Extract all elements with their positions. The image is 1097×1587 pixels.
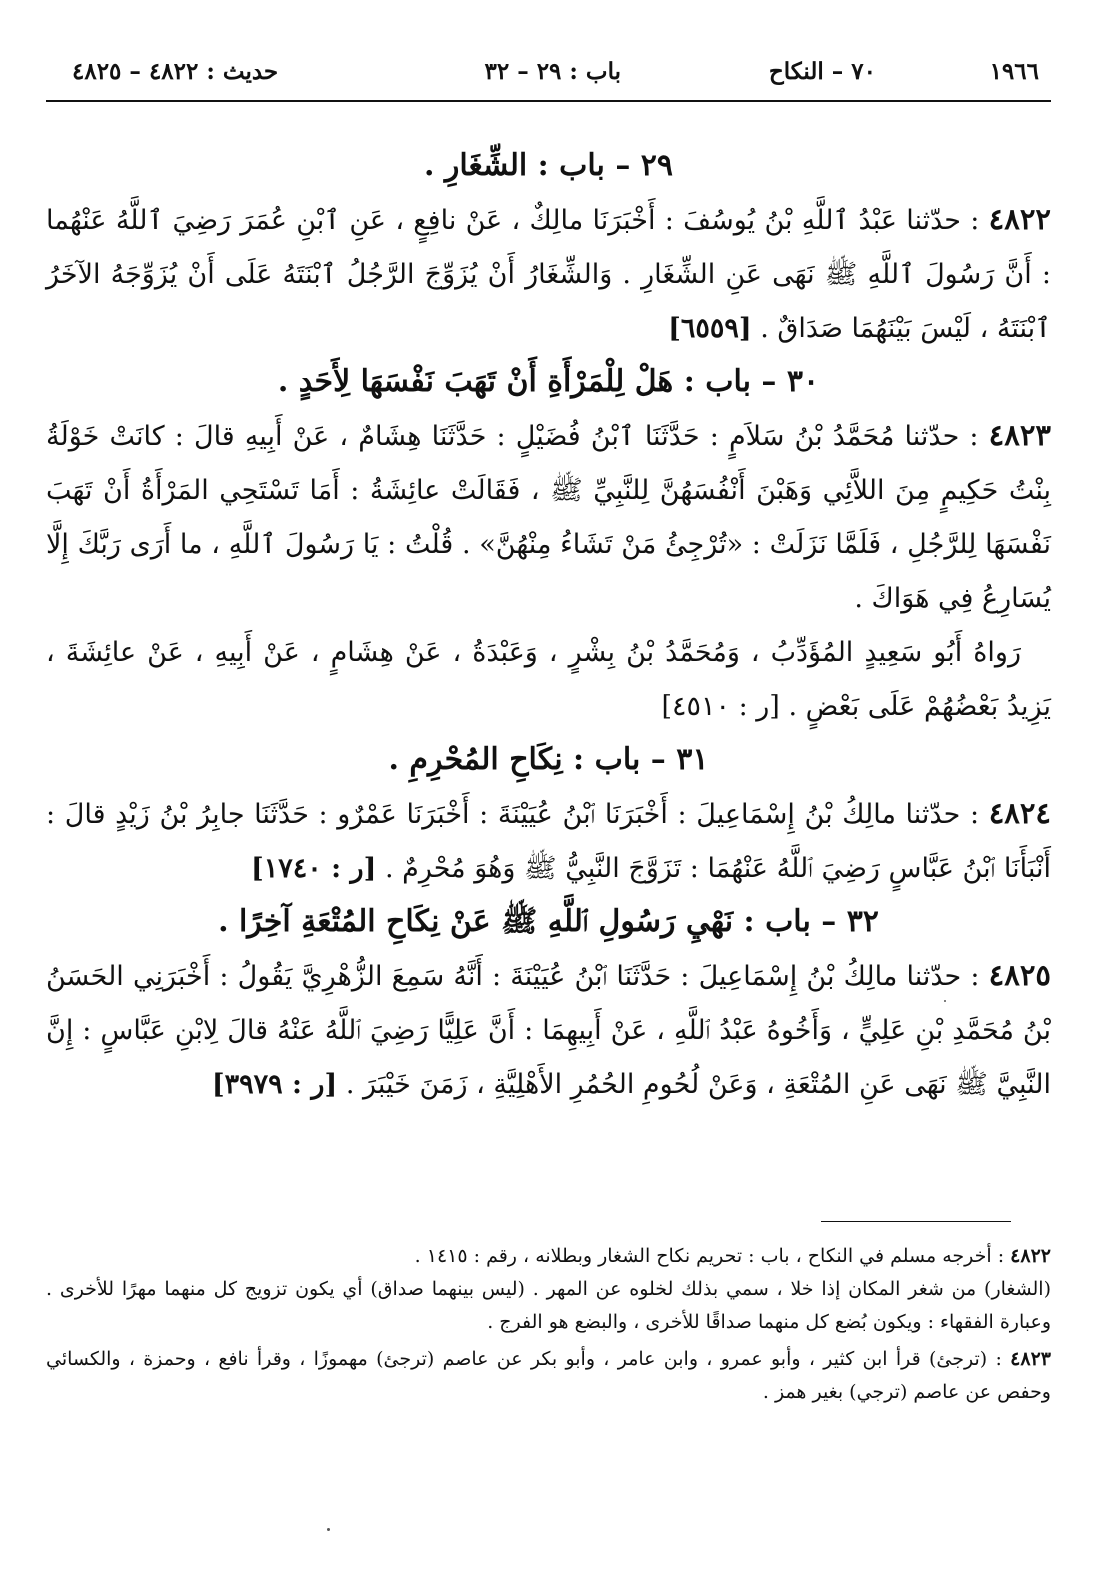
cross-reference: [ر : ٤٥١٠] xyxy=(661,691,780,722)
cross-reference: [٦٥٥٩] xyxy=(668,313,752,344)
chapter-32 xyxy=(46,896,1051,1112)
hadith-text: حدّثنا عَبْدُ ٱللَّهِ بْنُ يُوسُفَ : أَخْبَرَنَا مالِكٌ ، عَنْ نافِعٍ ، عَنِ ٱبْنِ عُمَرَ رَضِيَ ٱللَّهُ عَنْهُما : أَنَّ رَسُولَ ٱللَّهِ ﷺ نَهَى عَنِ الشِّغَارِ . وَالشِّغَارُ أَنْ يُزَوِّجَ الرَّجُلُ ٱبْنَتَهُ عَلَى أَنْ يُزَوِّجَهُ الآخَرُ ٱبْنَتَهُ ، لَيْسَ بَيْنَهُمَا صَدَاقٌ . xyxy=(46,205,1051,344)
chapter-heading: ٢٩ – باب : الشِّغَارِ . xyxy=(423,148,674,183)
footnote-number: ٤٨٢٢ xyxy=(1010,1245,1051,1267)
narration-note xyxy=(46,626,1051,734)
footnote-text: (الشغار) من شغر المكان إذا خلا ، سمي بذلك لخلوه عن المهر . (ليس بينهما صداق) أي يكون تزويج كل منهما مهرًا للأخرى . وعبارة الفقهاء : ويكون بُضع كل منهما صداقًا للأخرى ، والبضع هو الفرج . xyxy=(46,1278,1051,1333)
cross-reference: [ر : ١٧٤٠] xyxy=(250,853,377,884)
footnote-text: (ترجئ) قرأ ابن كثير ، وأبو عمرو ، وابن عامر ، وأبو بكر عن عاصم (ترجئ) مهموزًا ، وقرأ نافع ، وحمزة ، والكسائي وحفص عن عاصم (ترجي) بغير همز . xyxy=(46,1348,1051,1403)
hadith-number: ٤٨٢٤ xyxy=(988,796,1051,830)
page-number: ١٩٦٦ xyxy=(989,58,1039,85)
hadith-text: حدّثنا مُحَمَّدُ بْنُ سَلاَمٍ : حَدَّثَنَا ٱبْنُ فُضَيْلٍ : حَدَّثَنَا هِشَامٌ ، عَنْ أَبِيهِ قالَ : كانَتْ خَوْلَةُ بِنْتُ حَكِيمٍ مِنَ اللاَّئِي وَهَبْنَ أَنْفُسَهُنَّ لِلنَّبِيِّ ﷺ ، فَقَالَتْ عائِشَةُ : أَمَا تَسْتَحِي المَرْأَةُ أَنْ تَهَبَ نَفْسَهَا لِلرَّجُلِ ، فَلَمَّا نَزَلَتْ : «تُرْجِئُ مَنْ تَشَاءُ مِنْهُنَّ» . قُلْتُ : يَا رَسُولَ ٱللَّهِ ، ما أَرَى رَبَّكَ إِلَّا يُسَارِعُ فِي هَوَاكَ . xyxy=(46,421,1051,614)
scan-speck xyxy=(944,1000,946,1002)
scan-speck xyxy=(327,1528,330,1531)
hadith-number: ٤٨٢٥ xyxy=(988,958,1051,992)
chapter-heading: ٣١ – باب : نِكَاحِ المُحْرِمِ . xyxy=(388,742,709,777)
footnote-divider xyxy=(821,1221,1011,1222)
hadith-range: حديث : ٤٨٢٢ – ٤٨٢٥ xyxy=(72,58,279,85)
hadith-text: حدّثنا مالِكُ بْنُ إِسْمَاعِيلَ : حَدَّثَنَا ٱبْنُ عُيَيْنَةَ : أَنَّهُ سَمِعَ الزُّهْرِيَّ يَقُولُ : أَخْبَرَنِي الحَسَنُ بْنُ مُحَمَّدِ بْنِ عَلِيٍّ ، وَأَخُوهُ عَبْدُ ٱللَّهِ ، عَنْ أَبِيهِمَا : أَنَّ عَلِيًّا رَضِيَ ٱللَّهُ عَنْهُ قالَ لِابْنِ عَبَّاسٍ : إِنَّ النَّبِيَّ ﷺ نَهَى عَنِ المُتْعَةِ ، وَعَنْ لُحُومِ الحُمُرِ الأَهْلِيَّةِ ، زَمَنَ خَيْبَرَ . xyxy=(46,961,1051,1100)
chapter-heading: ٣٠ – باب : هَلْ لِلْمَرْأَةِ أَنْ تَهَبَ نَفْسَهَا لِأَحَدٍ . xyxy=(277,364,820,399)
chapter-range: باب : ٢٩ – ٣٢ xyxy=(484,58,621,85)
hadith-4822: ٤٨٢٢ : حدّثنا عَبْدُ ٱللَّهِ بْنُ يُوسُفَ : أَخْبَرَنَا مالِكٌ ، عَنْ نافِعٍ ، عَنِ ٱبْنِ عُمَرَ رَضِيَ ٱللَّهُ عَنْهُما : أَنَّ رَسُولَ ٱللَّهِ ﷺ نَهَى عَنِ الشِّغَارِ . وَالشِّغَارُ أَنْ يُزَوِّجَ الرَّجُلُ ٱبْنَتَهُ عَلَى أَنْ يُزَوِّجَهُ الآخَرُ ٱبْنَتَهُ ، لَيْسَ بَيْنَهُمَا صَدَاقٌ . [٦٥٥٩] xyxy=(46,202,1051,344)
hadith-number: ٤٨٢٣ xyxy=(988,418,1051,452)
footnote-4823: ٤٨٢٣ : (ترجئ) قرأ ابن كثير ، وأبو عمرو ، وابن عامر ، وأبو بكر عن عاصم (ترجئ) مهموزًا ، وقرأ نافع ، وحمزة ، والكسائي وحفص عن عاصم (ترجي) بغير همز . xyxy=(46,1348,1051,1403)
hadith-4825: ٤٨٢٥ : حدّثنا مالِكُ بْنُ إِسْمَاعِيلَ : حَدَّثَنَا ٱبْنُ عُيَيْنَةَ : أَنَّهُ سَمِعَ الزُّهْرِيَّ يَقُولُ : أَخْبَرَنِي الحَسَنُ بْنُ مُحَمَّدِ بْنِ عَلِيٍّ ، وَأَخُوهُ عَبْدُ ٱللَّهِ ، عَنْ أَبِيهِمَا : أَنَّ عَلِيًّا رَضِيَ ٱللَّهُ عَنْهُ قالَ لِابْنِ عَبَّاسٍ : إِنَّ النَّبِيَّ ﷺ نَهَى عَنِ المُتْعَةِ ، وَعَنْ لُحُومِ الحُمُرِ الأَهْلِيَّةِ ، زَمَنَ خَيْبَرَ . [ر : ٣٩٧٩] xyxy=(46,958,1051,1100)
chapter-29 xyxy=(46,140,1051,356)
footnote-text: أخرجه مسلم في النكاح ، باب : تحريم نكاح الشغار وبطلانه ، رقم : ١٤١٥ . xyxy=(414,1245,992,1267)
footnotes xyxy=(46,1240,1051,1413)
hadith-text: حدّثنا مالِكُ بْنُ إِسْمَاعِيلَ : أَخْبَرَنَا ٱبْنُ عُيَيْنَةَ : أَخْبَرَنَا عَمْرٌو : حَدَّثَنَا جابِرُ بْنُ زَيْدٍ قالَ : أَنْبَأَنَا ٱبْنُ عَبَّاسٍ رَضِيَ ٱللَّهُ عَنْهُمَا : تَزَوَّجَ النَّبِيُّ ﷺ وَهُوَ مُحْرِمٌ . xyxy=(46,799,1051,884)
footnote-4822: ٤٨٢٢ : أخرجه مسلم في النكاح ، باب : تحريم نكاح الشغار وبطلانه ، رقم : ١٤١٥ . (الشغار) من شغر المكان إذا خلا ، سمي بذلك لخلوه عن المهر . (ليس بينهما صداق) أي يكون تزويج كل منهما مهرًا للأخرى . وعبارة الفقهاء : ويكون بُضع كل منهما صداقًا للأخرى ، والبضع هو الفرج . xyxy=(46,1240,1051,1339)
note-text: رَواهُ أَبُو سَعِيدٍ المُؤَدِّبُ ، وَمُحَمَّدُ بْنُ بِشْرٍ ، وَعَبْدَةُ ، عَنْ هِشَامٍ ، عَنْ أَبِيهِ ، عَنْ عائِشَةَ ، يَزِيدُ بَعْضُهُمْ عَلَى بَعْضٍ . xyxy=(46,637,1051,722)
running-header xyxy=(46,50,1051,102)
chapter-30 xyxy=(46,356,1051,734)
footnote-number: ٤٨٢٣ xyxy=(1010,1348,1051,1370)
hadith-number: ٤٨٢٢ xyxy=(988,202,1051,236)
hadith-4823: ٤٨٢٣ : حدّثنا مُحَمَّدُ بْنُ سَلاَمٍ : حَدَّثَنَا ٱبْنُ فُضَيْلٍ : حَدَّثَنَا هِشَامٌ ، عَنْ أَبِيهِ قالَ : كانَتْ خَوْلَةُ بِنْتُ حَكِيمٍ مِنَ اللاَّئِي وَهَبْنَ أَنْفُسَهُنَّ لِلنَّبِيِّ ﷺ ، فَقَالَتْ عائِشَةُ : أَمَا تَسْتَحِي المَرْأَةُ أَنْ تَهَبَ نَفْسَهَا لِلرَّجُلِ ، فَلَمَّا نَزَلَتْ : «تُرْجِئُ مَنْ تَشَاءُ مِنْهُنَّ» . قُلْتُ : يَا رَسُولَ ٱللَّهِ ، ما أَرَى رَبَّكَ إِلَّا يُسَارِعُ فِي هَوَاكَ . xyxy=(46,418,1051,614)
chapter-heading: ٣٢ – باب : نَهْيِ رَسُولِ ٱللَّهِ ﷺ عَنْ نِكَاحِ المُتْعَةِ آخِرًا . xyxy=(218,904,879,939)
main-text xyxy=(46,140,1051,1112)
cross-reference: [ر : ٣٩٧٩] xyxy=(211,1069,338,1100)
book-title: ٧٠ – النكاح xyxy=(768,58,876,85)
chapter-31 xyxy=(46,734,1051,896)
hadith-4824: ٤٨٢٤ : حدّثنا مالِكُ بْنُ إِسْمَاعِيلَ : أَخْبَرَنَا ٱبْنُ عُيَيْنَةَ : أَخْبَرَنَا عَمْرٌو : حَدَّثَنَا جابِرُ بْنُ زَيْدٍ قالَ : أَنْبَأَنَا ٱبْنُ عَبَّاسٍ رَضِيَ ٱللَّهُ عَنْهُمَا : تَزَوَّجَ النَّبِيُّ ﷺ وَهُوَ مُحْرِمٌ . [ر : ١٧٤٠] xyxy=(46,796,1051,884)
